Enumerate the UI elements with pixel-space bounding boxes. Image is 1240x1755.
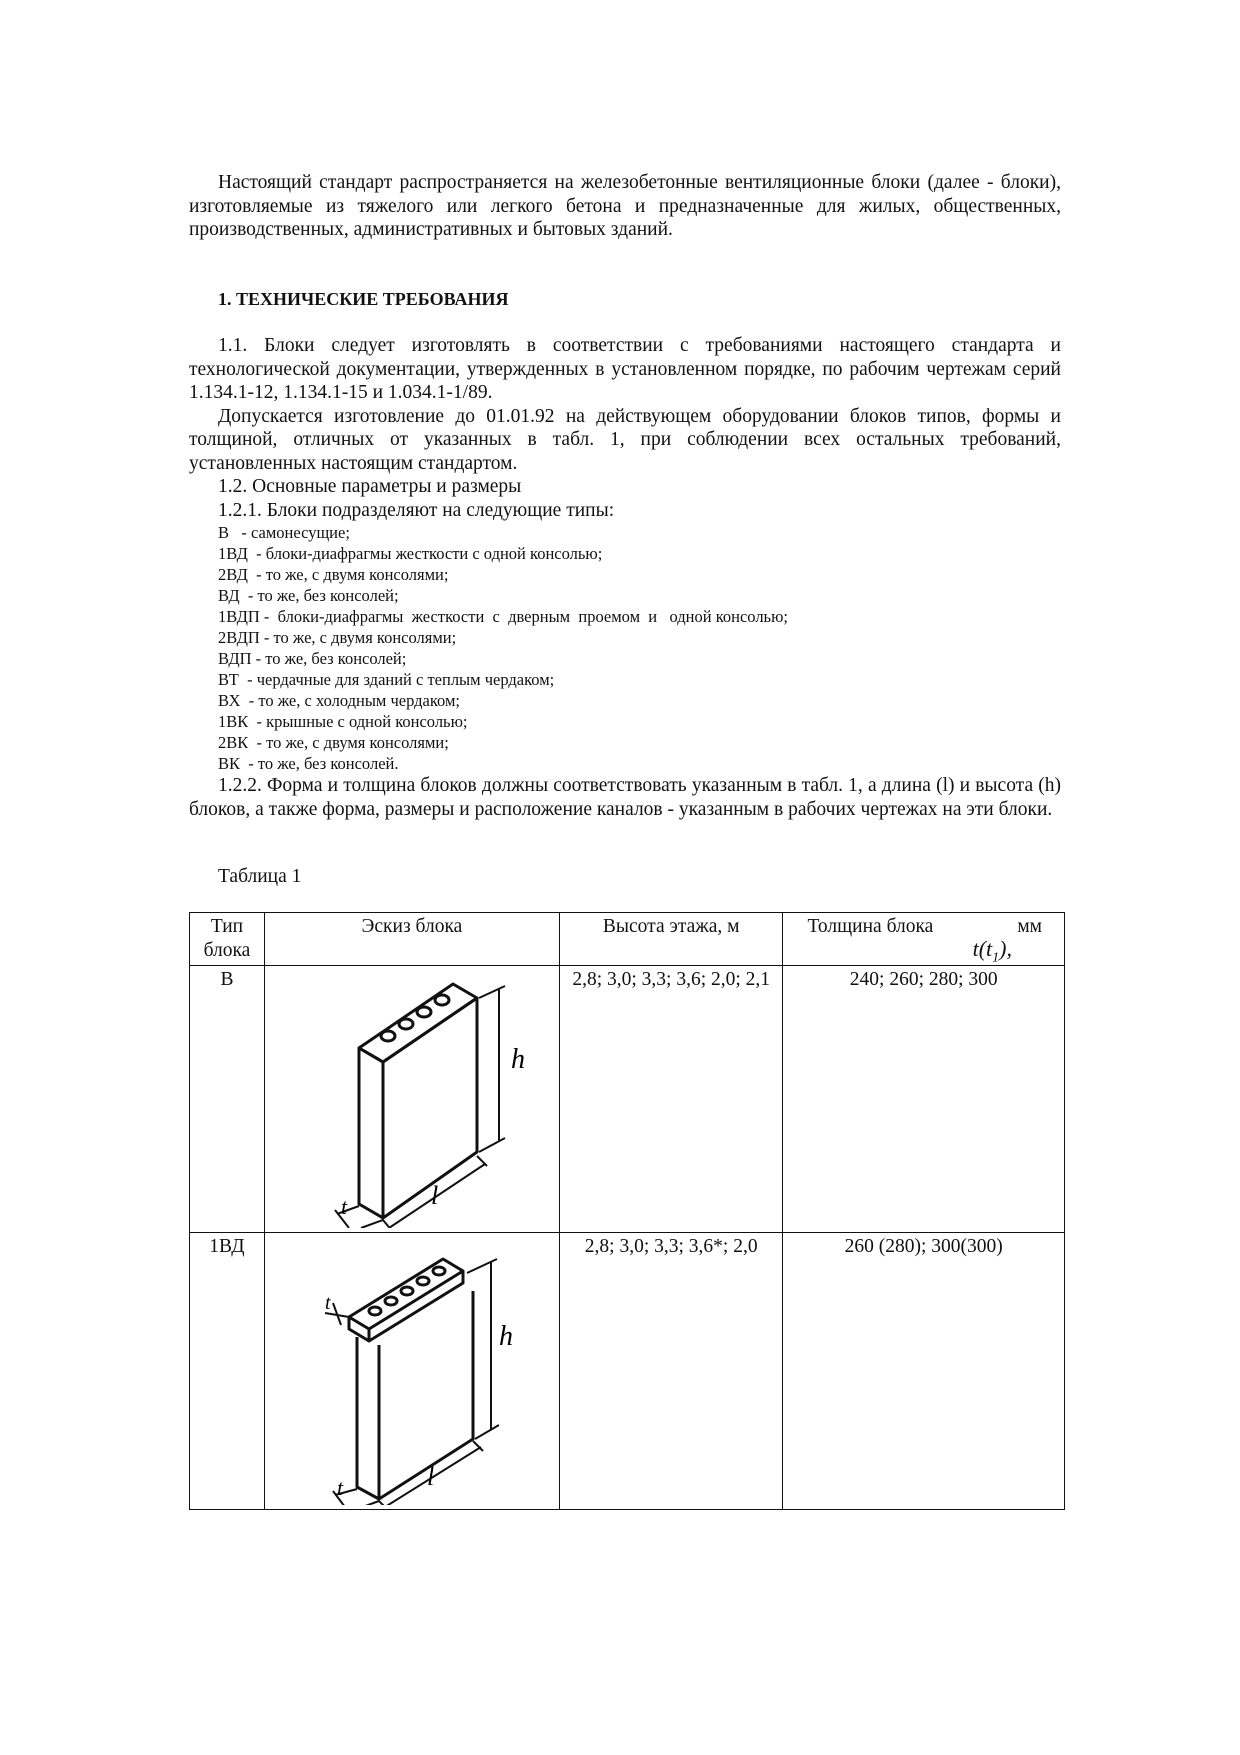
list-item: 2ВК - то же, с двумя консолями; bbox=[218, 733, 449, 752]
list-item: 2ВДП - то же, с двумя консолями; bbox=[218, 628, 457, 647]
cell-thickness: 240; 260; 280; 300 bbox=[783, 966, 1065, 1233]
paragraph-1-2: 1.2. Основные параметры и размеры bbox=[218, 476, 522, 497]
cell-sketch bbox=[264, 966, 559, 1233]
header-thickness bbox=[783, 913, 1065, 966]
cell-type: В bbox=[190, 966, 265, 1233]
intro-paragraph: Настоящий стандарт распространяется на железобетонные вентиляционные блоки (далее - блоки), изготовляемые из тяжелого или легкого бетона и предназначенные для жилых, общественных, производственных, административных и бытовых зданий. bbox=[189, 172, 1061, 240]
list-item: ВД - то же, без консолей; bbox=[218, 586, 399, 605]
table-header-row bbox=[190, 913, 1065, 966]
thickness-formula bbox=[973, 937, 1012, 970]
list-item: ВК - то же, без консолей. bbox=[218, 754, 399, 773]
blocks-table bbox=[189, 912, 1065, 1510]
block-types-list bbox=[189, 522, 1061, 774]
formula-subscript: 1 bbox=[992, 950, 1000, 966]
list-item: 1ВК - крышные с одной консолью; bbox=[218, 712, 468, 731]
list-item: 1ВД - блоки-диафрагмы жесткости с одной консолью; bbox=[218, 544, 603, 563]
paragraph-1-2-2: 1.2.2. Форма и толщина блоков должны соответствовать указанным в табл. 1, а длина (l) и высота (h) блоков, а также форма, размеры и расположение каналов - указанным в рабочих чертежах на эти блоки. bbox=[189, 775, 1061, 820]
header-thickness-label: Толщина блока bbox=[807, 916, 934, 937]
header-type: Тип блока bbox=[190, 913, 265, 966]
label-l: l bbox=[430, 1181, 439, 1210]
list-item: ВХ - то же, с холодным чердаком; bbox=[218, 691, 461, 710]
list-item: В - самонесущие; bbox=[218, 523, 350, 542]
header-thickness-unit: мм bbox=[1017, 916, 1042, 937]
label-t1: t bbox=[324, 1292, 331, 1314]
block-b-sketch bbox=[267, 966, 557, 1228]
cell-thickness: 260 (280); 300(300) bbox=[783, 1233, 1065, 1510]
paragraph-allowed: Допускается изготовление до 01.01.92 на действующем оборудовании блоков типов, формы и толщиной, отличных от указанных в табл. 1, при соблюдении всех остальных требований, установленных настоящим стандартом. bbox=[189, 405, 1061, 474]
paragraph-1-1: 1.1. Блоки следует изготовлять в соответствии с требованиями настоящего стандарта и технологической документации, утвержденных в установленном порядке, по рабочим чертежам серий 1.134.1-12, 1.134.1-15 и 1.034.1-1/89. bbox=[189, 335, 1061, 403]
header-height: Высота этажа, м bbox=[559, 913, 783, 966]
label-h: h bbox=[510, 1044, 525, 1075]
table-row bbox=[190, 966, 1065, 1233]
list-item: ВТ - чердачные для зданий с теплым чердаком; bbox=[218, 670, 555, 689]
label-h: h bbox=[498, 1321, 513, 1352]
table-caption: Таблица 1 bbox=[218, 866, 302, 887]
label-t: t bbox=[340, 1194, 348, 1219]
cell-height: 2,8; 3,0; 3,3; 3,6*; 2,0 bbox=[559, 1233, 783, 1510]
header-sketch: Эскиз блока bbox=[264, 913, 559, 966]
cell-type: 1ВД bbox=[190, 1233, 265, 1510]
cell-sketch bbox=[264, 1233, 559, 1510]
cell-height: 2,8; 3,0; 3,3; 3,6; 2,0; 2,1 bbox=[559, 966, 783, 1233]
list-item: 1ВДП - блоки-диафрагмы жесткости с дверным проемом и одной консолью; bbox=[218, 607, 788, 626]
list-item: ВДП - то же, без консолей; bbox=[218, 649, 407, 668]
paragraph-1-2-1: 1.2.1. Блоки подразделяют на следующие типы: bbox=[218, 499, 615, 521]
label-t: t bbox=[336, 1475, 344, 1500]
section-heading: 1. ТЕХНИЧЕСКИЕ ТРЕБОВАНИЯ bbox=[218, 289, 509, 309]
formula-t: t(t bbox=[972, 936, 993, 961]
list-item: 2ВД - то же, с двумя консолями; bbox=[218, 565, 449, 584]
label-l: l bbox=[426, 1462, 435, 1491]
formula-end: ), bbox=[999, 936, 1012, 961]
block-1vd-sketch bbox=[267, 1233, 557, 1505]
section-body bbox=[189, 334, 1061, 821]
table-row bbox=[190, 1233, 1065, 1510]
